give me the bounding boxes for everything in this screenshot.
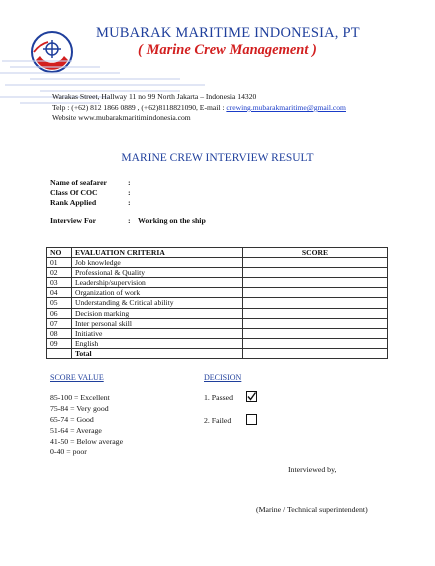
interviewed-by-label: Interviewed by, bbox=[288, 465, 337, 474]
rank-label: Rank Applied bbox=[50, 198, 97, 207]
row-no: 07 bbox=[47, 318, 72, 328]
row-no: 08 bbox=[47, 328, 72, 338]
score-value-item: 41-50 = Below average bbox=[50, 437, 124, 446]
row-criteria: Job knowledge bbox=[72, 258, 243, 268]
score-value-item: 51-64 = Average bbox=[50, 426, 102, 435]
decision-failed-label: 2. Failed bbox=[204, 416, 232, 425]
row-criteria: Organization of work bbox=[72, 288, 243, 298]
row-no: 01 bbox=[47, 258, 72, 268]
score-cell[interactable] bbox=[243, 338, 388, 348]
row-criteria: Inter personal skill bbox=[72, 318, 243, 328]
table-row bbox=[47, 268, 388, 278]
score-value-heading: SCORE VALUE bbox=[50, 373, 104, 382]
row-no: 06 bbox=[47, 308, 72, 318]
score-cell[interactable] bbox=[243, 258, 388, 268]
header-score: SCORE bbox=[243, 248, 388, 258]
row-criteria: English bbox=[72, 338, 243, 348]
row-criteria: Decision marking bbox=[72, 308, 243, 318]
row-criteria: Initiative bbox=[72, 328, 243, 338]
table-row bbox=[47, 298, 388, 308]
score-cell[interactable] bbox=[243, 308, 388, 318]
website-line: Website www.mubarakmaritimindonesia.com bbox=[52, 113, 191, 122]
table-row bbox=[47, 328, 388, 338]
score-value-item: 85-100 = Excellent bbox=[50, 393, 110, 402]
company-name: MUBARAK MARITIME INDONESIA, PT bbox=[96, 25, 360, 41]
row-no: 03 bbox=[47, 278, 72, 288]
decision-heading: DECISION bbox=[204, 373, 242, 382]
table-row bbox=[47, 338, 388, 348]
phone-text: Telp : (+62) 812 1866 0889 , (+62)8118821090, E-mail : bbox=[52, 103, 227, 112]
row-no: 02 bbox=[47, 268, 72, 278]
score-cell[interactable] bbox=[243, 268, 388, 278]
company-subtitle: ( Marine Crew Management ) bbox=[138, 42, 317, 58]
row-criteria: Understanding & Critical ability bbox=[72, 298, 243, 308]
interview-colon: : bbox=[128, 216, 131, 225]
email-link[interactable]: crewing.mubarakmaritime@gmail.com bbox=[226, 103, 346, 112]
rank-colon: : bbox=[128, 198, 131, 207]
name-label: Name of seafarer bbox=[50, 178, 108, 187]
table-row bbox=[47, 258, 388, 268]
table-total-row bbox=[47, 348, 388, 358]
row-no: 09 bbox=[47, 338, 72, 348]
score-cell[interactable] bbox=[243, 318, 388, 328]
score-cell[interactable] bbox=[243, 328, 388, 338]
document-title: MARINE CREW INTERVIEW RESULT bbox=[121, 152, 314, 164]
row-criteria: Leadership/supervision bbox=[72, 278, 243, 288]
table-row bbox=[47, 308, 388, 318]
row-no: 05 bbox=[47, 298, 72, 308]
decision-passed-label: 1. Passed bbox=[204, 393, 234, 402]
total-score-cell[interactable] bbox=[243, 348, 388, 358]
contact-line bbox=[52, 103, 346, 112]
total-no-cell bbox=[47, 348, 72, 358]
name-colon: : bbox=[128, 178, 131, 187]
evaluation-table bbox=[46, 247, 388, 359]
header-criteria: EVALUATION CRITERIA bbox=[72, 248, 243, 258]
table-row bbox=[47, 318, 388, 328]
score-cell[interactable] bbox=[243, 298, 388, 308]
interview-value: Working on the ship bbox=[138, 216, 206, 225]
table-row bbox=[47, 278, 388, 288]
score-value-item: 65-74 = Good bbox=[50, 415, 94, 424]
header-no: NO bbox=[47, 248, 72, 258]
coc-colon: : bbox=[128, 188, 131, 197]
passed-checkbox-checked-icon[interactable] bbox=[246, 391, 257, 402]
score-value-item: 75-84 = Very good bbox=[50, 404, 109, 413]
score-cell[interactable] bbox=[243, 288, 388, 298]
interview-label: Interview For bbox=[50, 216, 97, 225]
address-line: Warakas Street, Hallway 11 no 99 North Jakarta – Indonesia 14320 bbox=[52, 92, 257, 101]
score-value-item: 0-40 = poor bbox=[50, 447, 87, 456]
table-row bbox=[47, 288, 388, 298]
signatory-label: (Marine / Technical superintendent) bbox=[256, 505, 368, 514]
coc-label: Class Of COC bbox=[50, 188, 98, 197]
row-no: 04 bbox=[47, 288, 72, 298]
score-cell[interactable] bbox=[243, 278, 388, 288]
total-label: Total bbox=[72, 348, 243, 358]
failed-checkbox-icon[interactable] bbox=[246, 414, 257, 425]
table-header-row bbox=[47, 248, 388, 258]
row-criteria: Professional & Quality bbox=[72, 268, 243, 278]
